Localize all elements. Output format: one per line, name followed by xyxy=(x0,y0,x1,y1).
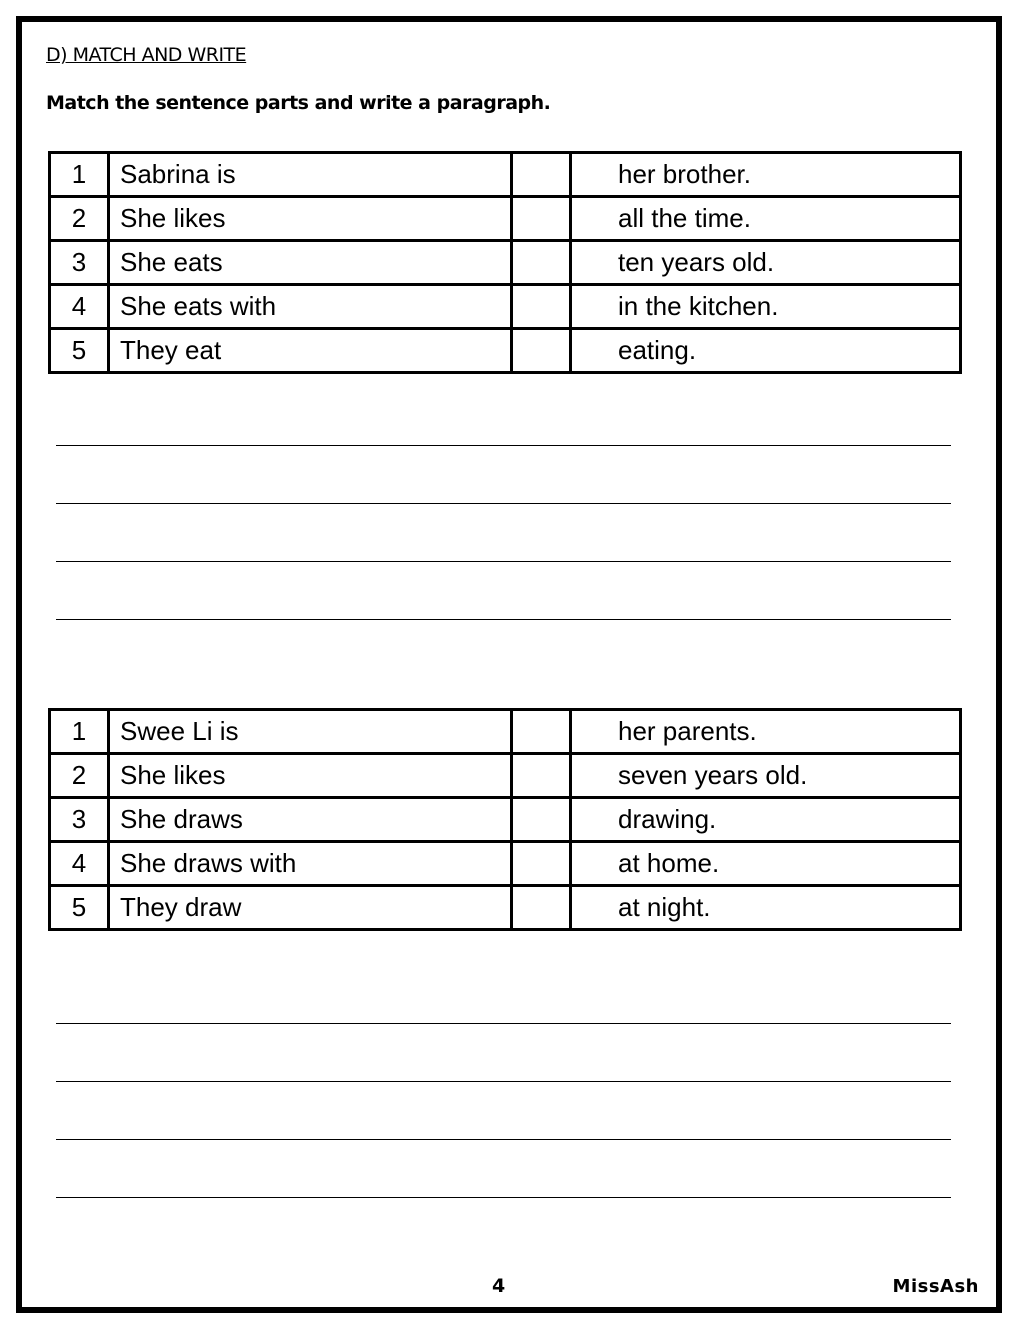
sentence-end: in the kitchen. xyxy=(571,285,961,329)
brand-mark: MissAsh xyxy=(892,1276,979,1297)
row-number: 1 xyxy=(50,153,109,197)
writing-line[interactable] xyxy=(56,562,951,620)
table-row xyxy=(50,197,961,241)
row-number: 5 xyxy=(50,886,109,930)
answer-box[interactable] xyxy=(512,329,571,373)
answer-box[interactable] xyxy=(512,798,571,842)
table-row xyxy=(50,710,961,754)
sentence-start: Sabrina is xyxy=(109,153,512,197)
sentence-start: Swee Li is xyxy=(109,710,512,754)
table-row xyxy=(50,153,961,197)
row-number: 4 xyxy=(50,285,109,329)
row-number: 3 xyxy=(50,798,109,842)
sentence-end: at home. xyxy=(571,842,961,886)
row-number: 3 xyxy=(50,241,109,285)
writing-line[interactable] xyxy=(56,1024,951,1082)
writing-line[interactable] xyxy=(56,1140,951,1198)
writing-line[interactable] xyxy=(56,1082,951,1140)
table-row xyxy=(50,285,961,329)
answer-box[interactable] xyxy=(512,754,571,798)
sentence-end: at night. xyxy=(571,886,961,930)
table-row xyxy=(50,842,961,886)
sentence-start: She likes xyxy=(109,197,512,241)
answer-box[interactable] xyxy=(512,241,571,285)
sentence-start: She draws xyxy=(109,798,512,842)
sentence-end: her parents. xyxy=(571,710,961,754)
table-row xyxy=(50,754,961,798)
sentence-end: her brother. xyxy=(571,153,961,197)
sentence-end: eating. xyxy=(571,329,961,373)
instruction-text: Match the sentence parts and write a paragraph. xyxy=(46,92,551,114)
writing-line[interactable] xyxy=(56,504,951,562)
answer-box[interactable] xyxy=(512,886,571,930)
writing-area-1[interactable] xyxy=(56,388,951,620)
writing-area-2[interactable] xyxy=(56,966,951,1198)
table-row xyxy=(50,241,961,285)
section-title: D) MATCH AND WRITE xyxy=(46,44,247,66)
sentence-start: She likes xyxy=(109,754,512,798)
row-number: 2 xyxy=(50,754,109,798)
table-row xyxy=(50,329,961,373)
sentence-start: She eats with xyxy=(109,285,512,329)
answer-box[interactable] xyxy=(512,710,571,754)
sentence-end: ten years old. xyxy=(571,241,961,285)
sentence-end: seven years old. xyxy=(571,754,961,798)
answer-box[interactable] xyxy=(512,153,571,197)
row-number: 1 xyxy=(50,710,109,754)
answer-box[interactable] xyxy=(512,842,571,886)
writing-line[interactable] xyxy=(56,966,951,1024)
sentence-start: She draws with xyxy=(109,842,512,886)
writing-line[interactable] xyxy=(56,388,951,446)
table-row xyxy=(50,886,961,930)
row-number: 2 xyxy=(50,197,109,241)
page-number: 4 xyxy=(492,1275,506,1297)
sentence-start: They eat xyxy=(109,329,512,373)
sentence-start: She eats xyxy=(109,241,512,285)
row-number: 4 xyxy=(50,842,109,886)
row-number: 5 xyxy=(50,329,109,373)
sentence-end: drawing. xyxy=(571,798,961,842)
answer-box[interactable] xyxy=(512,197,571,241)
writing-line[interactable] xyxy=(56,446,951,504)
answer-box[interactable] xyxy=(512,285,571,329)
sentence-start: They draw xyxy=(109,886,512,930)
match-table-2 xyxy=(48,708,962,931)
sentence-end: all the time. xyxy=(571,197,961,241)
table-row xyxy=(50,798,961,842)
match-table-1 xyxy=(48,151,962,374)
